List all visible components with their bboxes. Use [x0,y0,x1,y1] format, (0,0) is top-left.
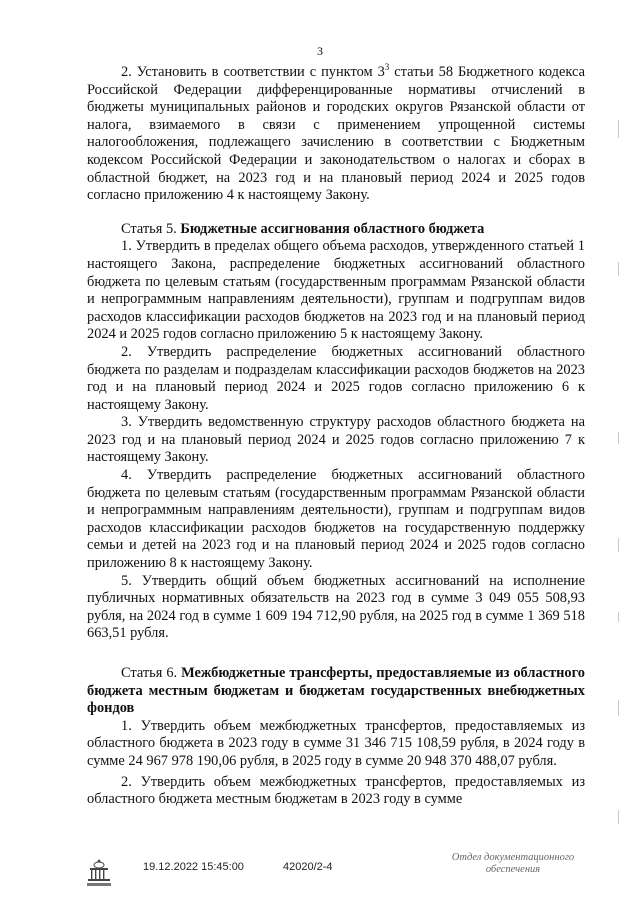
article-6-heading [87,665,585,718]
article-6-item-1: 1. Утвердить объем межбюджетных трансфертов, предоставляемых из областного бюджета в 2023 году в сумме 31 346 715 108,59 рубля, в 2024 году в сумме 24 967 978 190,06 рубля, в 2025 году в сумме 20 948 370 488,07 рубля. [87,717,585,769]
article-6-item-2: 2. Утвердить объем межбюджетных трансфертов, предоставляемых из областного бюджета местным бюджетам в 2023 году в сумме [87,773,585,808]
stamp-line-1: Отдел документационного [451,852,575,863]
margin-mark [618,700,619,716]
margin-mark [618,810,619,824]
paragraph-2-rest: статьи 58 Бюджетного кодекса Российской Федерации дифференцированные нормативы отчислений в бюджеты муниципальных районов и городских округов Рязанской области от налога, взимаемого в связи с применением упрощенной системы налогообложения, подлежащего зачислению в соответствии с Бюджетным кодексом Российской Федерации и законодательством о налогах и сборах в областной бюджет, на 2023 год и на плановый период 2024 и 2025 годов согласно приложению 4 к настоящему Закону. [87,64,585,204]
article-5-item-1: 1. Утвердить в пределах общего объема расходов, утвержденного статьей 1 настоящего Закона, распределение бюджетных ассигнований областного бюджета по целевым статьям (государственным программам Рязанской области и непрограммным направлениям деятельности), группам и подгруппам видов расходов классификации расходов бюджетов на 2023 год и на плановый период 2024 и 2025 годов согласно приложению 5 к настоящему Закону. [87,238,585,343]
superscript: 3 [384,62,390,73]
article-5-item-4: 4. Утвердить распределение бюджетных ассигнований областного бюджета по целевым статьям (государственным программам Рязанской области и непрограммным направлениям деятельности), группам и подгруппам видов расходов классификации расходов бюджетов на государственную поддержку семьи и детей на 2023 год и на плановый период 2024 и 2025 годов согласно приложению 8 к настоящему Закону. [87,467,585,572]
article-6-prefix: Статья 6. [121,665,182,681]
article-5-heading [87,221,585,239]
article-5-title: Бюджетные ассигнования областного бюджета [180,220,485,237]
margin-mark [618,262,619,276]
stamp-line-2: обеспечения [485,864,541,875]
margin-mark [618,120,619,138]
article-5-item-5: 5. Утвердить общий объем бюджетных ассигнований на исполнение публичных нормативных обязательств на 2023 год в сумме 3 049 055 508,93 рубля, на 2024 год в сумме 1 609 194 712,90 рубля, на 2025 год в сумме 1 369 518 663,51 рубля. [87,572,585,642]
footer-date: 19.12.2022 15:45:00 [143,861,244,873]
paragraph-2-start: 2. Установить в соответствии с пунктом 3 [121,64,385,80]
page-number: 3 [317,44,323,58]
article-5-prefix: Статья 5. [121,220,181,237]
department-stamp [438,852,588,876]
margin-mark [618,538,619,552]
article-5-item-2: 2. Утвердить распределение бюджетных ассигнований областного бюджета по разделам и подразделам классификации расходов бюджетов на 2023 год и на плановый период 2024 и 2025 годов согласно приложению 6 к настоящему Закону. [87,343,585,413]
article-6-title: Межбюджетные трансферты, предоставляемые из областного бюджета местным бюджетам и бюджетам государственных внебюджетных фондов [87,665,585,717]
duma-building-icon [86,858,112,888]
spacer [87,643,585,665]
margin-mark [618,432,619,444]
footer-code: 42020/2-4 [283,861,333,873]
margin-mark [618,612,619,622]
document-body [87,64,585,809]
article-5-item-3: 3. Утвердить ведомственную структуру расходов областного бюджета на 2023 год и на плановый период 2024 и 2025 годов согласно приложению 7 к настоящему Закону. [87,414,585,466]
paragraph-2 [87,64,585,205]
